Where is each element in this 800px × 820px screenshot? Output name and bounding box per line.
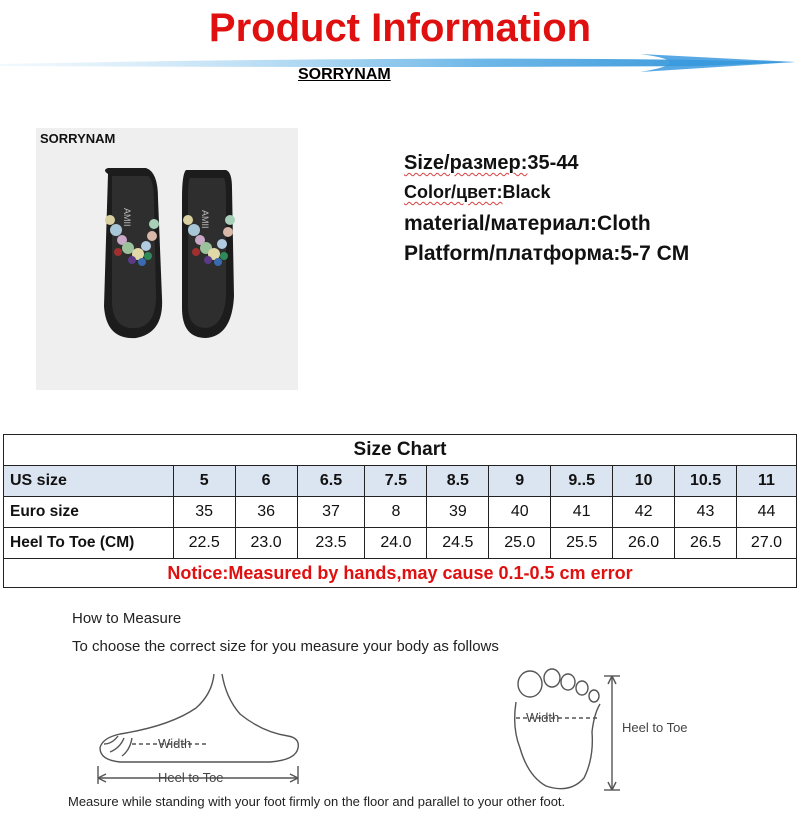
table-cell: 27.0 [736,528,796,559]
page-title: Product Information [208,6,592,50]
spec-material [404,212,689,242]
table-cell: 44 [736,497,796,528]
table-cell: 8.5 [427,466,489,497]
spec-size-label: Size/размер: [404,152,528,174]
table-row [4,466,797,497]
measure-subtitle: To choose the correct size for you measure your body as follows [72,638,499,655]
table-cell: 39 [427,497,489,528]
table-cell: 23.0 [235,528,297,559]
table-cell: 9 [489,466,551,497]
spec-size [404,152,689,182]
table-cell: 37 [297,497,365,528]
swoosh-divider [0,50,800,80]
table-cell: 11 [736,466,796,497]
table-cell: 10.5 [675,466,737,497]
table-cell: 43 [675,497,737,528]
svg-text:AMII: AMII [200,210,210,229]
spec-platform-value: 5-7 CM [620,242,690,265]
row-label: US size [4,466,174,497]
brand-name: SORRYNAM [298,66,391,83]
top-width-label: Width [526,710,560,725]
side-width-label: Width [158,736,192,751]
table-cell: 7.5 [365,466,427,497]
product-specs [404,152,689,272]
flip-flops-illustration [36,128,298,390]
foot-measure-diagrams [0,598,800,820]
table-cell: 24.5 [427,528,489,559]
spec-size-value: 35-44 [527,152,579,174]
svg-text:AMII: AMII [122,208,132,227]
table-cell: 24.0 [365,528,427,559]
table-row [4,497,797,528]
size-chart-table [3,434,797,588]
row-label: Euro size [4,497,174,528]
photo-brand-label: SORRYNAM [40,131,116,146]
table-cell: 26.0 [613,528,675,559]
spec-color-value: Black [502,182,551,202]
table-cell: 36 [235,497,297,528]
row-label: Heel To Toe (CM) [4,528,174,559]
table-cell: 23.5 [297,528,365,559]
table-cell: 5 [173,466,235,497]
side-length-label: Heel to Toe [158,770,224,785]
product-photo [36,128,298,390]
spec-material-label: material/материал: [404,212,598,235]
table-cell: 10 [613,466,675,497]
table-cell: 35 [173,497,235,528]
table-cell: 26.5 [675,528,737,559]
spec-material-value: Cloth [597,212,651,235]
measure-title: How to Measure [72,610,182,627]
table-cell: 41 [551,497,613,528]
spec-platform-label: Platform/платформа: [404,242,621,265]
measure-footnote: Measure while standing with your foot firmly on the floor and parallel to your other foot. [68,794,566,809]
table-cell: 42 [613,497,675,528]
table-cell: 6 [235,466,297,497]
table-cell: 6.5 [297,466,365,497]
how-to-measure [0,598,800,820]
table-cell: 25.0 [489,528,551,559]
table-cell: 25.5 [551,528,613,559]
table-cell: 22.5 [173,528,235,559]
spec-color-label: Color/цвет: [404,182,503,202]
spec-color [404,182,689,212]
table-cell: 9..5 [551,466,613,497]
size-chart-title: Size Chart [4,435,797,466]
top-length-label: Heel to Toe [622,720,688,735]
side-foot-diagram [98,674,298,784]
table-cell: 40 [489,497,551,528]
table-cell: 8 [365,497,427,528]
table-row [4,528,797,559]
top-foot-diagram [515,669,620,790]
measurement-notice: Notice:Measured by hands,may cause 0.1-0.5 cm error [4,559,797,588]
spec-platform [404,242,689,272]
